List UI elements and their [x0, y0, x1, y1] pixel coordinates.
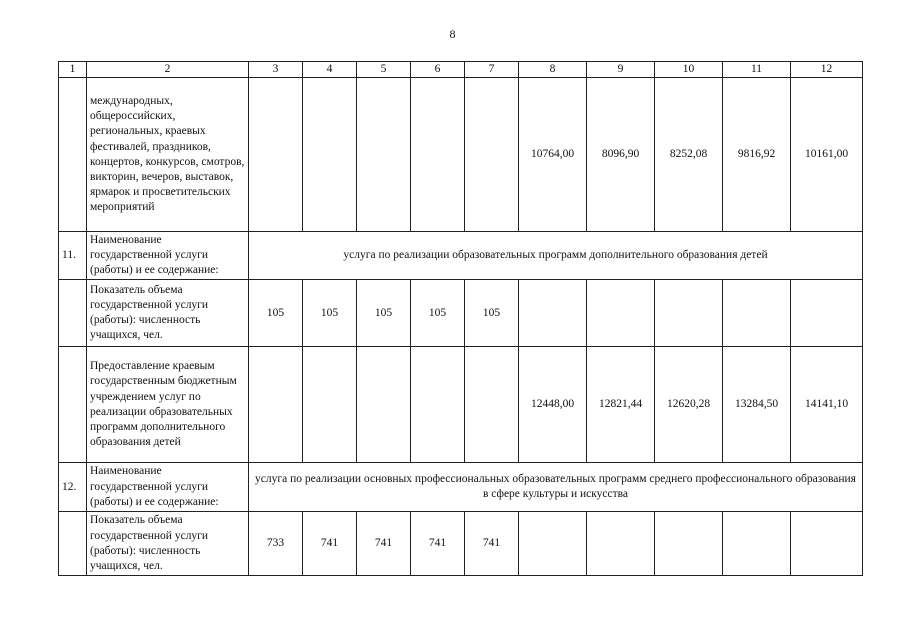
table-cell: 733 [249, 512, 303, 576]
table-cell [723, 280, 791, 347]
table-cell: 10764,00 [519, 78, 587, 232]
column-header: 9 [587, 62, 655, 78]
service-name-cell: услуга по реализации образовательных программ дополнительного образования детей [249, 232, 863, 280]
table-cell [465, 78, 519, 232]
table-cell: 105 [249, 280, 303, 347]
table-cell: 8252,08 [655, 78, 723, 232]
table-cell [587, 512, 655, 576]
table-cell: 12821,44 [587, 347, 655, 463]
column-header: 7 [465, 62, 519, 78]
row-description: Предоставление краевым государственным бюджетным учреждением услуг по реализации образовательных программ дополнительного образования детей [87, 347, 249, 463]
table-cell: 12448,00 [519, 347, 587, 463]
row-description: Показатель объема государственной услуги (работы): численность учащихся, чел. [87, 512, 249, 576]
table-cell: 105 [303, 280, 357, 347]
column-header: 3 [249, 62, 303, 78]
table-row [59, 78, 863, 232]
row-index [59, 512, 87, 576]
page-number: 8 [449, 27, 456, 41]
table-cell: 105 [357, 280, 411, 347]
table-cell: 105 [465, 280, 519, 347]
column-header: 12 [791, 62, 863, 78]
row-description: Показатель объема государственной услуги (работы): численность учащихся, чел. [87, 280, 249, 347]
row-index [59, 280, 87, 347]
row-description: международных, общероссийских, региональных, краевых фестивалей, праздников, концертов, конкурсов, смотров, викторин, вечеров, выставок, ярмарок и просветительских мероприятий [87, 78, 249, 232]
budget-table [58, 61, 863, 576]
table-cell: 10161,00 [791, 78, 863, 232]
column-header: 6 [411, 62, 465, 78]
service-name-cell: услуга по реализации основных профессиональных образовательных программ среднего профессионального образования в сфере культуры и искусства [249, 463, 863, 512]
table-cell: 9816,92 [723, 78, 791, 232]
column-header: 1 [59, 62, 87, 78]
table-cell [249, 347, 303, 463]
column-header: 8 [519, 62, 587, 78]
table-cell: 741 [357, 512, 411, 576]
row-index [59, 78, 87, 232]
table-cell [519, 512, 587, 576]
table-cell [791, 280, 863, 347]
table-cell [249, 78, 303, 232]
table-cell [587, 280, 655, 347]
row-index: 12. [59, 463, 87, 512]
table-cell [357, 78, 411, 232]
row-description: Наименование государственной услуги (работы) и ее содержание: [87, 463, 249, 512]
row-index [59, 347, 87, 463]
table-cell: 12620,28 [655, 347, 723, 463]
table-cell: 8096,90 [587, 78, 655, 232]
row-description: Наименование государственной услуги (работы) и ее содержание: [87, 232, 249, 280]
row-index: 11. [59, 232, 87, 280]
column-header: 10 [655, 62, 723, 78]
table-row [59, 280, 863, 347]
column-header: 11 [723, 62, 791, 78]
table-cell [303, 78, 357, 232]
table-row [59, 232, 863, 280]
table-row [59, 512, 863, 576]
table-cell: 14141,10 [791, 347, 863, 463]
column-header: 4 [303, 62, 357, 78]
table-cell [411, 347, 465, 463]
table-cell [465, 347, 519, 463]
table-row [59, 347, 863, 463]
table-cell: 741 [303, 512, 357, 576]
table-cell [723, 512, 791, 576]
table-cell [655, 512, 723, 576]
table-cell: 13284,50 [723, 347, 791, 463]
table-cell [357, 347, 411, 463]
table-row [59, 463, 863, 512]
header-row [59, 62, 863, 78]
table-cell [303, 347, 357, 463]
table-cell [791, 512, 863, 576]
table-cell: 105 [411, 280, 465, 347]
table-cell [655, 280, 723, 347]
table-cell: 741 [411, 512, 465, 576]
table-cell: 741 [465, 512, 519, 576]
table-cell [519, 280, 587, 347]
column-header: 2 [87, 62, 249, 78]
table-cell [411, 78, 465, 232]
column-header: 5 [357, 62, 411, 78]
